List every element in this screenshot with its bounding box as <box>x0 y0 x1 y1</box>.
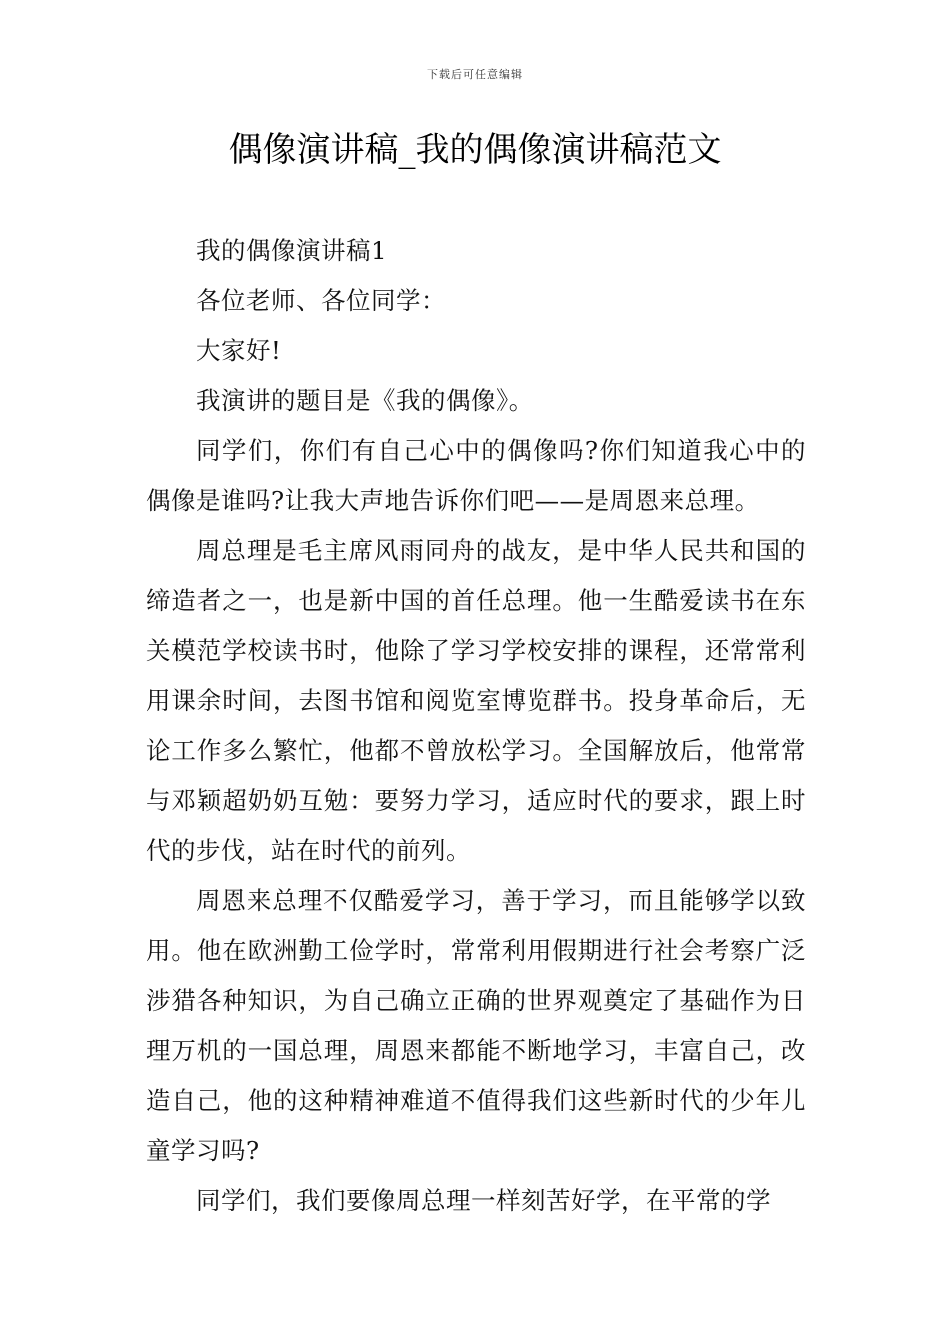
paragraph: 周总理是毛主席风雨同舟的战友，是中华人民共和国的缔造者之一，也是新中国的首任总理。他一生酷爱读书在东关模范学校读书时，他除了学习学校安排的课程，还常常利用课余时间，去图书馆和阅览室博览群书。投身革命后，无论工作多么繁忙，他都不曾放松学习。全国解放后，他常常与邓颖超奶奶互勉：要努力学习，适应时代的要求，跟上时代的步伐，站在时代的前列。 <box>146 536 806 865</box>
paragraph: 大家好! <box>196 336 282 365</box>
paragraph: 我演讲的题目是《我的偶像》。 <box>196 386 534 415</box>
paragraph: 周恩来总理不仅酷爱学习，善于学习，而且能够学以致用。他在欧洲勤工俭学时，常常利用假期进行社会考察广泛涉猎各种知识，为自己确立正确的世界观奠定了基础作为日理万机的一国总理，周恩来都能不断地学习，丰富自己，改造自己，他的这种精神难道不值得我们这些新时代的少年儿童学习吗? <box>146 886 806 1165</box>
paragraph: 同学们，你们有自己心中的偶像吗?你们知道我心中的偶像是谁吗?让我大声地告诉你们吧——是周恩来总理。 <box>146 436 806 515</box>
header-note: 下载后可任意编辑 <box>427 68 523 81</box>
document-title: 偶像演讲稿_我的偶像演讲稿范文 <box>228 130 722 170</box>
paragraph: 我的偶像演讲稿1 <box>196 236 388 265</box>
paragraph: 同学们，我们要像周总理一样刻苦好学，在平常的学 <box>196 1186 771 1215</box>
paragraph: 各位老师、各位同学： <box>196 286 446 315</box>
document-body <box>146 226 806 1226</box>
